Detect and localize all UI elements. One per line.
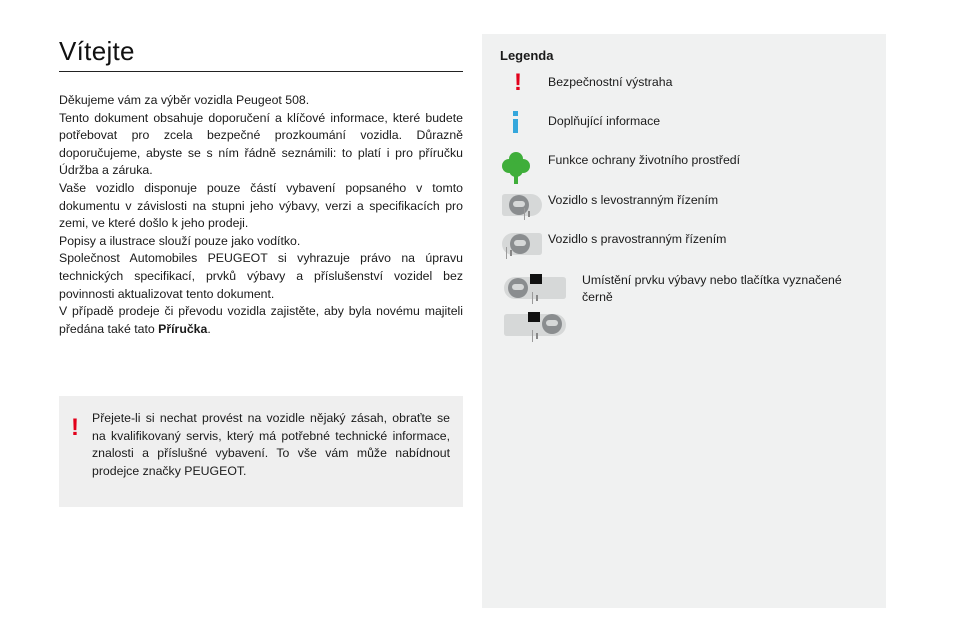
legend-label: Umístění prvku výbavy nebo tlačítka vyznačené černě xyxy=(582,273,842,304)
intro-paragraph: Společnost Automobiles PEUGEOT si vyhrazuje právo na úpravu technických specifikací, prvků výbavy a příslušenství vozidel bez povinnosti aktualizovat tento dokument. xyxy=(59,251,463,301)
title-divider xyxy=(59,71,463,72)
warning-exclamation-icon: ! xyxy=(514,69,522,96)
last-para-end: . xyxy=(207,321,211,336)
intro-paragraph-last xyxy=(59,303,463,338)
intro-paragraph: Vaše vozidlo disponuje pouze částí vybavení popsaného v tomto dokumentu v závislosti na stupni jeho výbavy, verzi a specifikacích pro zemi, ve které došlo k jeho prodeji. xyxy=(59,180,463,231)
legend-panel xyxy=(482,34,886,608)
equipment-location-icon xyxy=(502,274,568,344)
legend-label: Funkce ochrany životního prostředí xyxy=(548,153,741,167)
intro-text xyxy=(59,92,463,338)
legend-title: Legenda xyxy=(500,48,554,63)
warning-exclamation-icon: ! xyxy=(71,414,79,441)
legend-label: Bezpečnostní výstraha xyxy=(548,75,673,89)
last-para-text: V případě prodeje či převodu vozidla zajistěte, aby byla novému majiteli předána také tato xyxy=(59,304,463,336)
intro-paragraph: Děkujeme vám za výběr vozidla Peugeot 508. xyxy=(59,93,310,107)
warning-text: Přejete-li si nechat provést na vozidle nějaký zásah, obraťte se na kvalifikovaný servis, který má potřebné technické informace, znalosti a příslušné vybavení. To vše vám může nabídnout prodejce značky PEUGEOT. xyxy=(92,411,450,478)
intro-paragraph: Popisy a ilustrace slouží pouze jako vodítko. xyxy=(59,233,301,248)
legend-label: Vozidlo s pravostranným řízením xyxy=(548,232,727,246)
manual-name: Příručka xyxy=(158,321,208,336)
tree-icon xyxy=(502,151,530,187)
warning-box xyxy=(59,396,463,507)
legend-label: Vozidlo s levostranným řízením xyxy=(548,193,719,207)
intro-paragraph: Tento dokument obsahuje doporučení a klíčové informace, které budete potřebovat pro zcela bezpečné prozkoumání vozidla. Důrazně doporučujeme, abyste se s ním řádně seznámili: to platí i pro příručku Údržba a záruka. xyxy=(59,110,463,178)
legend-label: Doplňující informace xyxy=(548,114,661,128)
page-title: Vítejte xyxy=(59,36,135,66)
